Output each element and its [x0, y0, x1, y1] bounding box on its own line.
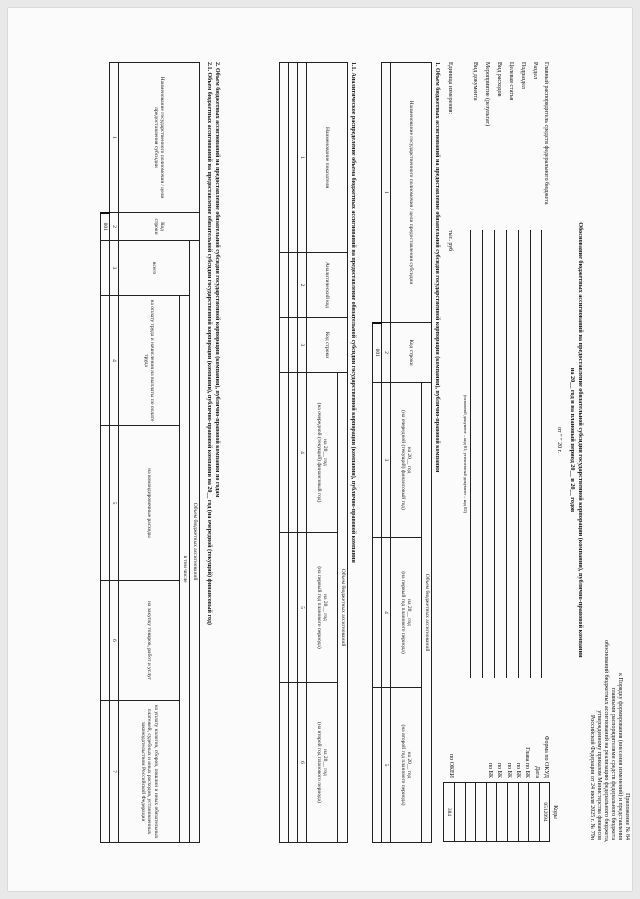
s2-num: 5: [110, 426, 119, 581]
s2-num: 6: [110, 581, 119, 701]
s2-col-d: на уплату налогов, сборов, пошлин и иных обязательных платежей, судебных и иных расходов, установленных законодательством Российской Федерации: [119, 701, 180, 843]
s2-num: 2: [110, 213, 119, 241]
s1-col-y3: на 20__ год (на второй год планового периода): [391, 688, 422, 843]
s1-col-y2: на 20__ год (на первый год планового периода): [391, 538, 422, 688]
s1-num: 3: [382, 383, 391, 538]
document-type-hint: (основной документ – код 01; уточненный документ – код 02): [463, 394, 468, 514]
bk2-label: по БК: [515, 762, 521, 778]
section-1-table: [372, 62, 432, 843]
bk3-code: [497, 783, 508, 842]
s11-col-y3: на 20__ год (на второй год планового периода): [307, 683, 338, 843]
section-1-1-table: [279, 62, 348, 843]
section-2-1-table: [100, 62, 200, 843]
bk3-label: по БК: [506, 762, 512, 778]
s1-num: 2: [382, 323, 391, 383]
codes-table: [443, 782, 560, 842]
s11-cell: [280, 63, 289, 253]
s2-num: 4: [110, 296, 119, 426]
s11-col-code: Код строки: [307, 318, 348, 373]
section-1-1-title: 1.1. Аналитическое распределение объема бюджетных ассигнований на предоставление обязательной субсидии государственной корпорации (компании), публично-правовой компании: [350, 62, 356, 563]
s2-num: 7: [110, 701, 119, 843]
field-underline: [506, 230, 507, 678]
s2-col-a: на оплату труда и начисления на выплаты по оплате труда: [119, 296, 180, 426]
s2-col-incl: в том числе: [180, 296, 190, 843]
bk5-label: по БК: [487, 762, 493, 778]
s1-cell: [373, 383, 382, 538]
s11-cell: [280, 318, 289, 373]
s11-cell: [289, 683, 298, 843]
s2-total-blank: [101, 63, 110, 213]
s11-num: 5: [298, 533, 307, 683]
s2-cell: [101, 701, 110, 843]
s1-col-code: Код строки: [391, 323, 432, 383]
field-label: Подраздел: [520, 62, 526, 89]
date-code: [529, 783, 540, 842]
field-label: Вид документа: [472, 62, 478, 101]
okei-code: 384: [444, 783, 455, 842]
s11-cell: [280, 533, 289, 683]
s1-num: 1: [382, 63, 391, 323]
s11-cell: [289, 533, 298, 683]
field-label: Раздел: [532, 62, 538, 79]
s2-col-total: всего: [119, 241, 190, 296]
s1-cell: [373, 538, 382, 688]
unit-label: Единица измерения:: [447, 62, 453, 115]
s11-col-y2: на 20__ год (на первый год планового периода): [307, 533, 338, 683]
s2-col-name: Наименование государственного полномочия / цели предоставления субсидии: [119, 63, 200, 213]
s11-cell: [289, 63, 298, 253]
field-label: Мероприятие (результат): [484, 62, 490, 127]
field-underline: [541, 230, 542, 678]
s11-num: 4: [298, 373, 307, 533]
s11-col-name: Наименование показателя: [307, 63, 348, 253]
codes-header: Коды: [552, 805, 559, 819]
s2-num: 1: [110, 63, 119, 213]
field-label: Целевая статья: [508, 62, 514, 101]
s2-cell: [101, 426, 110, 581]
bk1-code: [518, 783, 529, 842]
s2-total-code: 001: [101, 213, 110, 241]
bk2-code: [508, 783, 519, 842]
section-2-1-title: 2.1. Объем бюджетных ассигнований на предоставление обязательной субсидии государственной корпорации (компании), публично-правовой компании на 20__ год (на очередной (текущий) финансовый год): [206, 62, 212, 625]
s11-cell: [280, 373, 289, 533]
document-title: Обоснование бюджетных ассигнований на предоставление обязательной субсидии государственной корпорации (компании), публично-правовой компании: [577, 222, 584, 658]
s1-cell: [373, 688, 382, 843]
s1-num: 4: [382, 538, 391, 688]
extra-code: [465, 783, 476, 842]
s11-cell: [289, 253, 298, 318]
s11-cell: [280, 253, 289, 318]
s2-num: 3: [110, 241, 119, 296]
bk4-label: по БК: [496, 762, 502, 778]
s2-col-group: Объем бюджетных ассигнований: [190, 241, 200, 843]
field-label: Вид расходов: [496, 62, 502, 97]
appendix-line: главными распорядителями средств федерального бюджета: [610, 687, 616, 840]
s11-num: 3: [298, 318, 307, 373]
field-underline: [518, 230, 519, 678]
form-code: 0512094: [539, 783, 550, 842]
unit-value: тыс. руб: [447, 230, 453, 252]
s1-total-code: 001: [373, 323, 382, 383]
field-underline: [470, 230, 471, 678]
s1-col-y1: на 20__ год (на очередной (текущий) финансовый год): [391, 383, 422, 538]
extra-code: [455, 783, 466, 842]
s11-cell: [289, 318, 298, 373]
appendix-line: обоснований бюджетных ассигнований на реализацию федерального бюджета,: [603, 640, 609, 843]
s1-col-group: Объем бюджетных ассигнований: [422, 383, 432, 843]
form-label: Форма по ОКУД: [543, 735, 549, 778]
s11-col-acode: Аналитический код: [307, 253, 348, 318]
field-underline: [482, 230, 483, 678]
s2-col-c: на закупку товаров, работ и услуг: [119, 581, 180, 701]
s1-col-name: Наименование государственного полномочия / цели предоставления субсидии: [391, 63, 432, 323]
bk4-code: [486, 783, 497, 842]
appendix-line: утвержденному приказом Министерства финансов: [596, 710, 602, 840]
s2-cell: [101, 581, 110, 701]
s11-col-y1: на 20__ год (на очередной (текущий) финансовый год): [307, 373, 338, 533]
okei-label: по ОКЕИ: [448, 753, 454, 778]
bk5-code: [476, 783, 487, 842]
date-line: от " " 20 г.: [556, 427, 562, 453]
s11-cell: [289, 373, 298, 533]
bk1-label: Глава по БК: [524, 747, 530, 778]
field-underline: [494, 230, 495, 678]
s1-total-blank: [373, 63, 382, 323]
s2-col-b: на командировочные расходы: [119, 426, 180, 581]
appendix-line: к Порядку формирования (внесения изменений) и представления: [617, 673, 623, 840]
section-1-title: 1. Объем бюджетных ассигнований на предоставление обязательной субсидии государственной корпорации (компании), публично-правовой компании: [434, 62, 440, 473]
appendix-line: Приложение № 84: [624, 793, 630, 840]
field-underline: [530, 230, 531, 678]
appendix-line: Российской Федерации от 24 июля 2025 г. № 79н: [589, 715, 595, 840]
s11-cell: [280, 683, 289, 843]
document-subtitle: на 20__ год и на плановый период 20__ и 20__ годов: [569, 367, 576, 513]
s1-num: 5: [382, 688, 391, 843]
section-2-title: 2. Объем бюджетных ассигнований на предоставление обязательной субсидии государственной корпорации (компании), публично-правовой компании по годам: [214, 62, 220, 498]
s11-num: 6: [298, 683, 307, 843]
s2-cell: [101, 296, 110, 426]
s11-num: 1: [298, 63, 307, 253]
s11-num: 2: [298, 253, 307, 318]
s11-col-group: Объем бюджетных ассигнований: [338, 373, 348, 843]
field-label: Главный распорядитель средств федерального бюджета: [543, 62, 549, 205]
s2-cell: [101, 241, 110, 296]
date-label: Дата: [534, 766, 540, 778]
s2-col-code: Код строки: [119, 213, 200, 241]
